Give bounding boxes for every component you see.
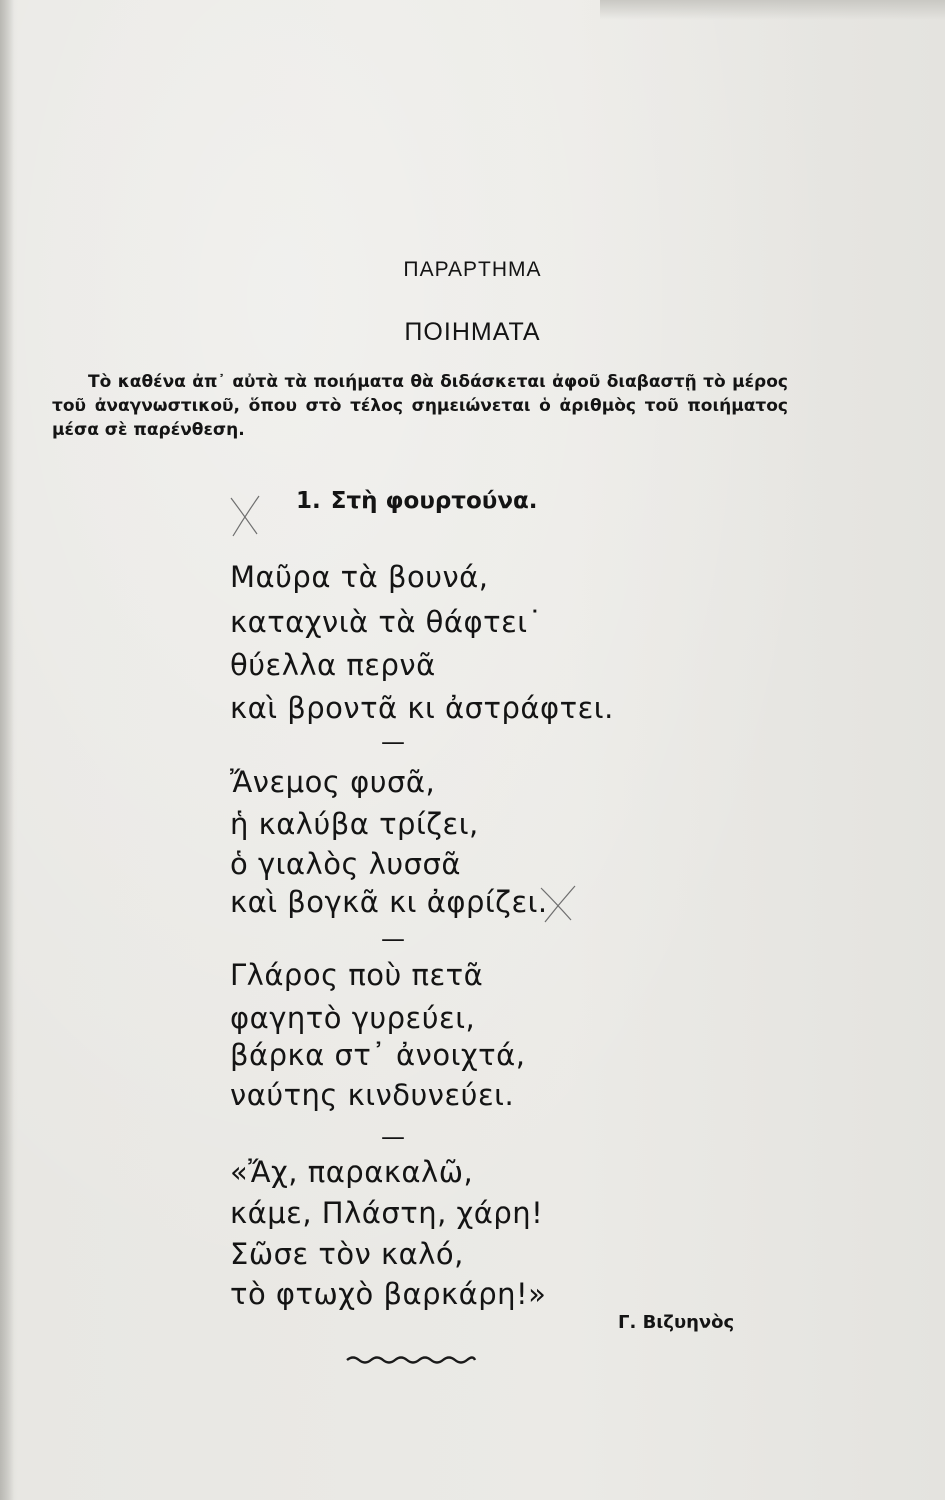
instruction-paragraph: Τὸ καθένα ἀπ᾽ αὐτὰ τὰ ποιήματα θὰ διδάσκεται ἀφοῦ διαβαστῇ τὸ μέρος τοῦ ἀναγνωστικοῦ, ὅπου στὸ τέλος σημειώνεται ὁ ἀριθμὸς τοῦ ποιήματος μέσα σὲ παρένθεση. (52, 372, 788, 440)
stanza-separator: — (381, 925, 405, 953)
stanza-separator: — (381, 1123, 405, 1151)
poem-line: καὶ βροντᾶ κι ἀστράφτει. (230, 691, 614, 725)
poem-author: Γ. Βιζυηνὸς (618, 1312, 735, 1333)
poem-line: καὶ βογκᾶ κι ἀφρίζει. (230, 885, 548, 919)
poem-line: Σῶσε τὸν καλό, (230, 1237, 464, 1271)
poem-line: Ἄνεμος φυσᾶ, (230, 765, 436, 799)
poem-title: Στὴ φουρτούνα. (330, 488, 538, 514)
poem-line: καταχνιὰ τὰ θάφτει˙ (230, 605, 543, 639)
end-ornament (345, 1352, 477, 1368)
poem-line: θύελλα περνᾶ (230, 648, 436, 682)
poem-line: τὸ φτωχὸ βαρκάρη!» (230, 1277, 547, 1311)
poem-line: Γλάρος ποὺ πετᾶ (230, 958, 484, 992)
poem-line: βάρκα στ᾽ ἀνοιχτά, (230, 1038, 526, 1072)
pencil-cross-mark (225, 490, 265, 540)
poem-line: φαγητὸ γυρεύει, (230, 1001, 476, 1035)
poem-line: Μαῦρα τὰ βουνά, (230, 560, 489, 594)
poem-number: 1. (296, 488, 321, 514)
poem-line: ὁ γιαλὸς λυσσᾶ (230, 847, 462, 881)
page-top-edge (600, 0, 945, 20)
poem-line: ναύτης κινδυνεύει. (230, 1078, 515, 1112)
stanza-separator: — (381, 728, 405, 756)
poem-line: κάμε, Πλάστη, χάρη! (230, 1196, 544, 1230)
poem-line: ἡ καλύβα τρίζει, (230, 807, 479, 841)
poem-line: «Ἄχ, παρακαλῶ, (230, 1155, 474, 1189)
poems-heading: ΠΟΙΗΜΑΤΑ (404, 318, 541, 346)
page-binding-shadow (0, 0, 14, 1500)
poem-heading (296, 488, 538, 514)
appendix-title: ΠΑΡΑΡΤΗΜΑ (403, 258, 542, 281)
pencil-cross-mark (535, 880, 581, 928)
